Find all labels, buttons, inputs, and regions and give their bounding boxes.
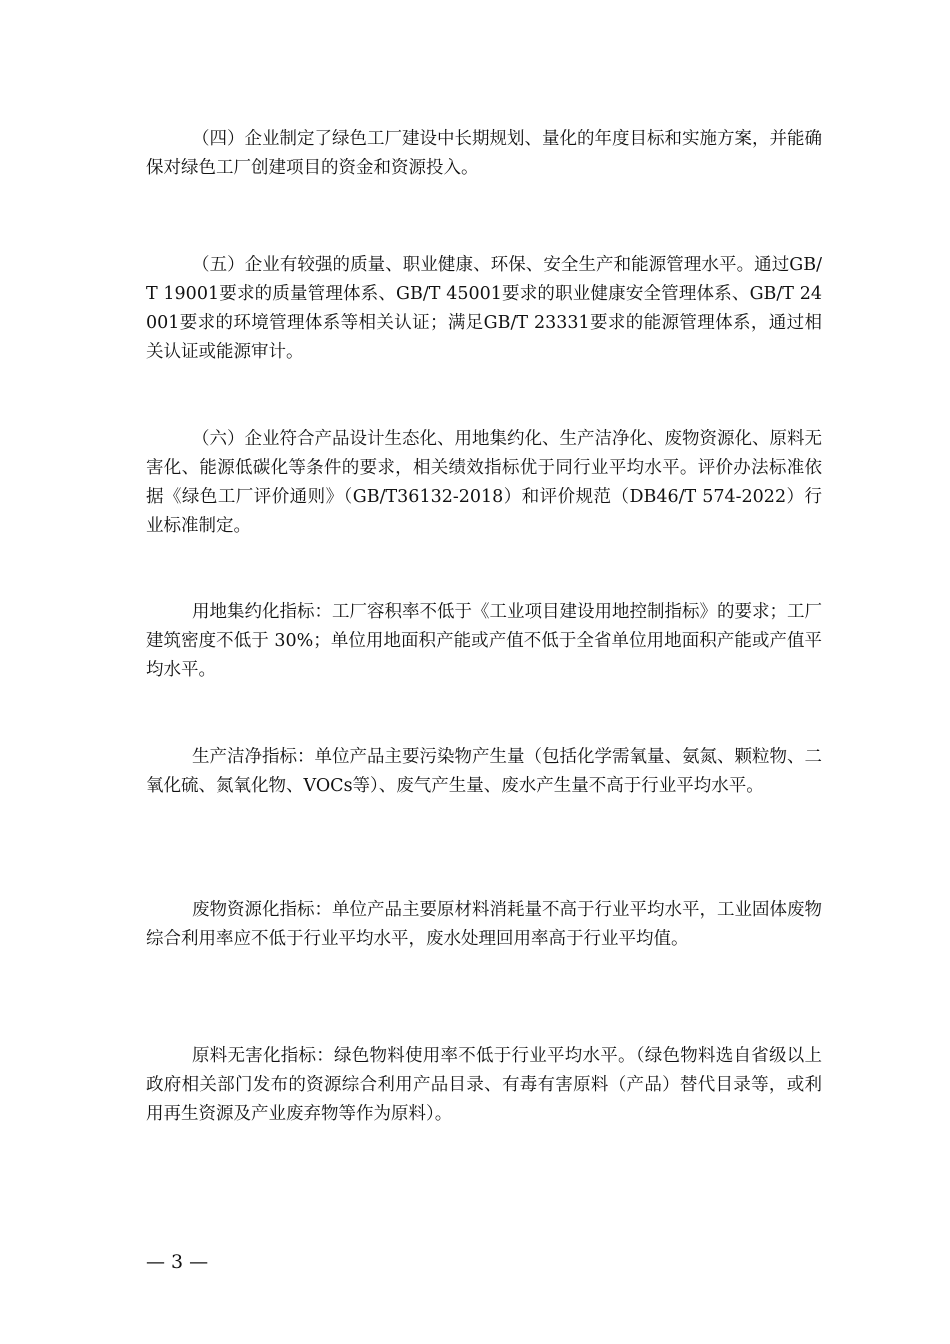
paragraph-land-intensive: 用地集约化指标：工厂容积率不低于《工业项目建设用地控制指标》的要求；工厂建筑密度不低于 30%；单位用地面积产能或产值不低于全省单位用地面积产能或产值平均水平。 — [146, 602, 822, 680]
paragraph-5-management: （五）企业有较强的质量、职业健康、环保、安全生产和能源管理水平。通过GB/T 19001要求的质量管理体系、GB/T 45001要求的职业健康安全管理体系、GB/T 24001要求的环境管理体系等相关认证；满足GB/T 23331要求的能源管理体系，通过相关认证或能源审计。 — [146, 255, 822, 362]
paragraph-raw-material: 原料无害化指标：绿色物料使用率不低于行业平均水平。（绿色物料选自省级以上政府相关部门发布的资源综合利用产品目录、有毒有害原料（产品）替代目录等，或利用再生资源及产业废弃物等作为原料）。 — [146, 1046, 822, 1124]
paragraph-4-planning: （四）企业制定了绿色工厂建设中长期规划、量化的年度目标和实施方案，并能确保对绿色工厂创建项目的资金和资源投入。 — [146, 129, 822, 178]
paragraph-6-requirements: （六）企业符合产品设计生态化、用地集约化、生产洁净化、废物资源化、原料无害化、能源低碳化等条件的要求，相关绩效指标优于同行业平均水平。评价办法标准依据《绿色工厂评价通则》（GB/T36132-2018）和评价规范（DB46/T 574-2022）行业标准制定。 — [146, 429, 822, 536]
page-number: — 3 — — [146, 1251, 209, 1273]
paragraph-clean-production: 生产洁净指标：单位产品主要污染物产生量（包括化学需氧量、氨氮、颗粒物、二氧化硫、氮氧化物、VOCs等）、废气产生量、废水产生量不高于行业平均水平。 — [146, 747, 822, 796]
paragraph-waste-resource: 废物资源化指标：单位产品主要原材料消耗量不高于行业平均水平，工业固体废物综合利用率应不低于行业平均水平，废水处理回用率高于行业平均值。 — [146, 900, 822, 949]
